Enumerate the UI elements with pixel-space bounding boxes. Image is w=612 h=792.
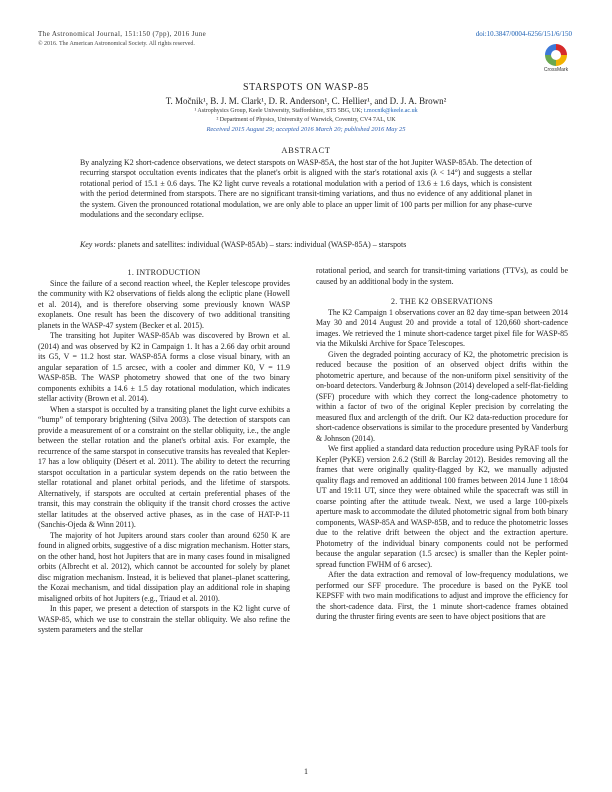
paper-title: STARSPOTS ON WASP-85: [242, 82, 370, 93]
intro-paragraph-1: Since the failure of a second reaction wheel, the Kepler telescope provides the community with K2 observations of fields along the ecliptic plane (Howell et al. 2014), and is therefore observing some previously known WASP exoplanets. One result has been the discovery of two additional transiting planets in the WASP-47 system (Becker et al. 2015).: [38, 278, 290, 330]
publication-dates: Received 2015 August 29; accepted 2016 March 20; published 2016 May 25: [206, 126, 406, 133]
obs-paragraph-3: We first applied a standard data reduction procedure using PyRAF tools for Kepler (PyKE) version 2.6.2 (Still & Barclay 2012). Besides removing all the frames that were originally quality-flagged by K2, we manually adjusted quality flags and removed an additional 100 frames between 2014 June 1 18:04 UT and 19:11 UT, since they were obtained while the spacecraft was still in coarse pointing after the attitude tweak. Next, we used a large 100-pixels aperture mask to accommodate the diluted photometric signal from both binary components, WASP-85A and WASP-85B, and to reduce the photometric losses due to the relative drift between the object and the extraction aperture. Photometry of the individual binary components could not be performed because the angular separation (1.5 arcsec) is smaller than the Kepler point-spread function FWHM of 6 arcsec).: [316, 444, 568, 569]
copyright-line: © 2016. The American Astronomical Society. All rights reserved.: [38, 41, 195, 47]
right-column: [316, 266, 568, 623]
obs-paragraph-4: After the data extraction and removal of low-frequency modulations, we performed our SFF procedure. The procedure is based on the PyKE tool KEPSFF with two main modifications to adjust and improve the efficiency for the short-cadence data. First, the 1 minute short-cadence frames obtained during the thruster firing events are seen to have object positions that are: [316, 570, 568, 621]
intro-continuation: rotational period, and search for transit-timing variations (TTVs), as could be caused by an additional body in the system.: [316, 266, 568, 286]
intro-paragraph-4: The majority of hot Jupiters around stars cooler than around 6250 K are found in aligned orbits, suggestive of a disc migration mechanism. Hotter stars, on the other hand, host hot Jupiters that are in many cases found in misaligned orbits (Albrecht et al. 2012), which cannot be accounted for solely by planet disc migration mechanism. Instead, it is believed that planet–planet scattering, the Kozai mechanism, and tidal dissipation play an additional role in shaping misaligned orbits of hot Jupiters (e.g., Triaud et al. 2010).: [38, 530, 290, 603]
affiliation-1-text: ¹ Astrophysics Group, Keele University, Staffordshire, ST5 5BG, UK;: [194, 108, 364, 114]
abstract-text: By analyzing K2 short-cadence observations, we detect starspots on WASP-85A, the host star of the hot Jupiter WASP-85Ab. The detection of recurring starspot occultation events indicates that the planet's orbit is aligned with the star's rotational axis (λ < 14°) and suggests a stellar rotational period of 15.1 ± 0.6 days. The K2 light curve reveals a rotational modulation with a period of 13.6 ± 1.6 days, which is consistent with the period determined from starspots. There are no significant transit-timing variations, and thus no evidence of any additional planet in the system. Given the pronounced rotational modulation, we are only able to place an upper limit of 100 parts per million for any phase-curve modulations and the secondary eclipse.: [80, 158, 532, 220]
left-column: [38, 268, 290, 636]
section-heading-observations: 2. THE K2 OBSERVATIONS: [390, 297, 494, 306]
affiliation-2: ² Department of Physics, University of Warwick, Coventry, CV4 7AL, UK: [216, 117, 396, 123]
affiliation-1: [0, 108, 612, 114]
intro-paragraph-2: The transiting hot Jupiter WASP-85Ab was discovered by Brown et al. (2014) and was observed by K2 in Campaign 1. It has a 2.66 day orbit around its G5, V = 11.2 host star. WASP-85A forms a close visual binary, with an angular separation of 1.5 arcsec, with a cooler and dimmer K0, V = 11.9 WASP-85B. The WASP photometry showed that one of the two binary components exhibits a 14.6 ± 1.5 day rotational modulation, which indicates stellar activity (Brown et al. 2014).: [38, 331, 290, 403]
obs-paragraph-2: Given the degraded pointing accuracy of K2, the photometric precision is reduced because the position of an observed object drifts within the photometric aperture, and because of the non-uniform pixel sensitivity of the on-board detectors. Vanderburg & Johnson (2014) developed a self-flat-fielding (SFF) procedure with which they correct the long-cadence photometry to within a factor of two of the original Kepler precision by correlating the measured flux and arclength of the drift. Our K2 data-reduction procedure for short-cadence observations is similar to the procedure presented by Vanderburg & Johnson (2014).: [316, 349, 568, 443]
intro-paragraph-5: In this paper, we present a detection of starspots in the K2 light curve of WASP-85, which we use to constrain the stellar obliquity. We also refine the system parameters and the stellar: [38, 604, 290, 634]
section-heading-introduction: 1. INTRODUCTION: [127, 268, 201, 277]
crossmark-icon: [545, 44, 567, 66]
crossmark-label: CrossMark: [543, 67, 569, 73]
abstract-heading: ABSTRACT: [281, 145, 331, 155]
obs-paragraph-1: The K2 Campaign 1 observations cover an 82 day time-span between 2014 May 30 and 2014 August 20 and provide a total of 120,660 short-cadence images. We retrieved the 1 minute short-cadence target pixel file for WASP-85 via the Mikulski Archive for Space Telescopes.: [316, 307, 568, 348]
keywords-text: planets and satellites: individual (WASP-85Ab) – stars: individual (WASP-85A) – starspots: [115, 240, 407, 249]
journal-header: The Astronomical Journal, 151:150 (7pp), 2016 June: [38, 30, 207, 38]
keywords-line: [80, 240, 532, 249]
page-number: 1: [304, 767, 308, 776]
keywords-label: Key words:: [80, 240, 116, 249]
doi-link[interactable]: doi:10.3847/0004-6256/151/6/150: [475, 30, 572, 38]
crossmark-badge[interactable]: [540, 44, 572, 73]
author-email-link[interactable]: t.mocnik@keele.ac.uk: [363, 108, 418, 114]
intro-paragraph-3: When a starspot is occulted by a transiting planet the light curve exhibits a “bump” of temporary brightening (Silva 2003). The detection of starspots can provide a measurement of or a constraint on the stellar obliquity, i.e., the angle between the stellar rotation and the planet's orbital axis. For example, the recurrence of the same starspot in consecutive transits has revealed that Kepler-17 has a low obliquity (Désert et al. 2011). The ability to detect the recurring starspot occultation in a particular system depends on the ratio between the stellar rotational and planet orbital periods, and the lifetime of starspots. Alternatively, if starspots are occulted at certain preferential phases of the transit, this may constrain the obliquity if the transit chord crosses the active stellar latitudes at the observed active phases, as in the case of HAT-P-11 (Sanchis-Ojeda & Winn 2011).: [38, 404, 290, 529]
author-list: T. Močnik¹, B. J. M. Clark¹, D. R. Anderson¹, C. Hellier¹, and D. J. A. Brown²: [165, 96, 447, 106]
